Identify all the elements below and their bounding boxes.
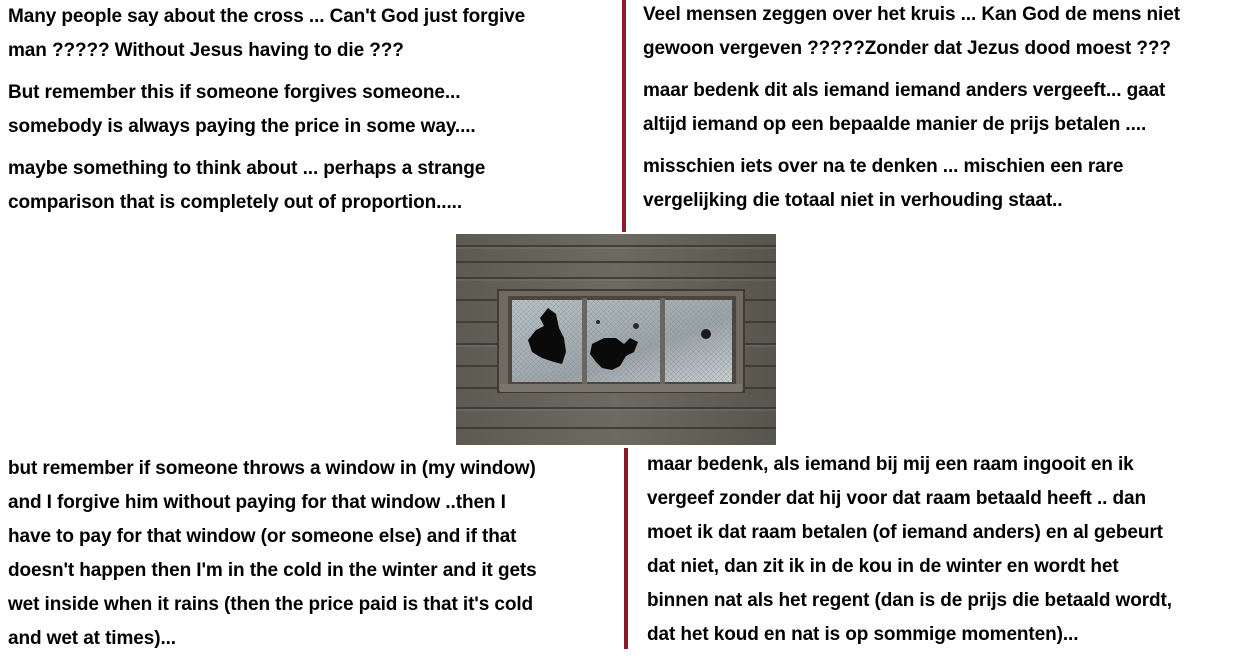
dutch-top-text — [643, 0, 1180, 218]
text-line: Veel mensen zeggen over het kruis ... Kan God de mens niet — [643, 4, 1180, 25]
text-line: maybe something to think about ... perhaps a strange — [8, 158, 486, 179]
english-top-text — [8, 0, 525, 220]
divider-top — [622, 0, 626, 232]
text-line: moet ik dat raam betalen (of iemand anders) en al gebeurt — [647, 522, 1163, 543]
text-line: maar bedenk, als iemand bij mij een raam ingooit en ik — [647, 454, 1134, 475]
dutch-bottom-text — [647, 448, 1172, 652]
text-line: but remember if someone throws a window in (my window) — [8, 458, 536, 479]
text-line: Many people say about the cross ... Can't God just forgive — [8, 6, 526, 27]
text-line: maar bedenk dit als iemand iemand anders vergeeft... gaat — [643, 80, 1166, 101]
divider-bottom — [624, 448, 628, 649]
text-line: gewoon vergeven ?????Zonder dat Jezus dood moest ??? — [643, 38, 1171, 59]
text-line: But remember this if someone forgives someone... — [8, 82, 461, 103]
text-line: man ????? Without Jesus having to die ??? — [8, 40, 404, 61]
text-line: dat het koud en nat is op sommige momenten)... — [647, 624, 1079, 645]
text-line: altijd iemand op een bepaalde manier de prijs betalen .... — [643, 114, 1147, 135]
broken-window-photo — [456, 234, 776, 445]
text-line: and I forgive him without paying for that window ..then I — [8, 492, 506, 513]
text-line: have to pay for that window (or someone else) and if that — [8, 526, 517, 547]
text-line: somebody is always paying the price in some way.... — [8, 116, 476, 137]
text-line: binnen nat als het regent (dan is de prijs die betaald wordt, — [647, 590, 1172, 611]
text-line: vergelijking die totaal niet in verhouding staat.. — [643, 190, 1063, 211]
text-line: wet inside when it rains (then the price paid is that it's cold — [8, 594, 534, 615]
text-line: vergeef zonder dat hij voor dat raam betaald heeft .. dan — [647, 488, 1146, 509]
text-line: misschien iets over na te denken ... mischien een rare — [643, 156, 1124, 177]
text-line: doesn't happen then I'm in the cold in the winter and it gets — [8, 560, 537, 581]
english-bottom-text — [8, 452, 537, 656]
text-line: and wet at times)... — [8, 628, 176, 649]
text-line: comparison that is completely out of proportion..... — [8, 192, 462, 213]
text-line: dat niet, dan zit ik in de kou in de winter en wordt het — [647, 556, 1119, 577]
